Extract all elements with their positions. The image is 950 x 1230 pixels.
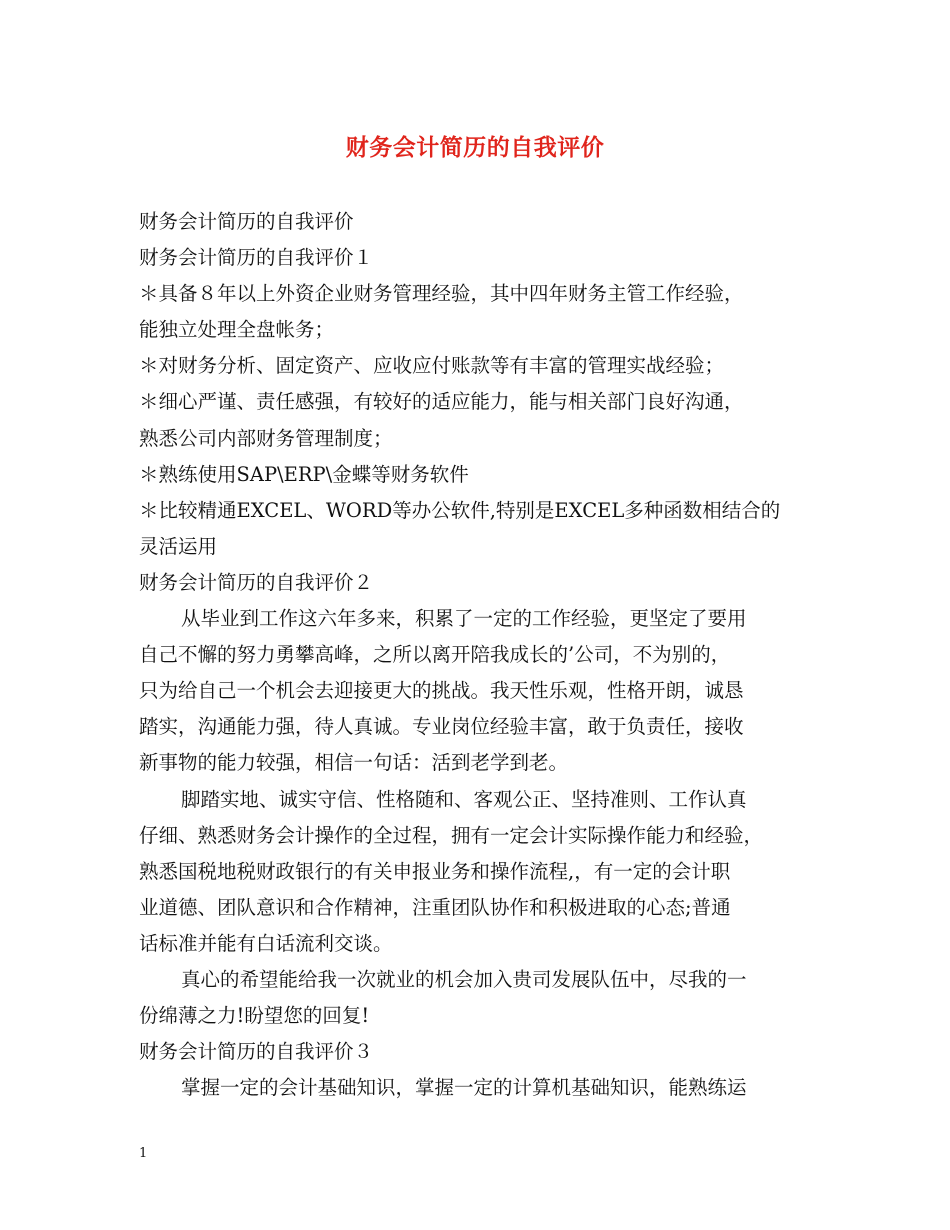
text-line: 仔细、熟悉财务会计操作的全过程，拥有一定会计实际操作能力和经验， (139, 823, 764, 847)
text-line: ＊细心严谨、责任感强，有较好的适应能力，能与相关部门良好沟通， (139, 390, 744, 414)
text-line: ＊具备８年以上外资企业财务管理经验，其中四年财务主管工作经验， (139, 282, 744, 306)
text-line: 自己不懈的努力勇攀高峰，之所以离开陪我成长的’公司，不为别的， (139, 643, 731, 667)
text-line: 掌握一定的会计基础知识，掌握一定的计算机基础知识，能熟练运 (181, 1076, 747, 1100)
text-line: 财务会计简历的自我评价１ (139, 246, 374, 270)
text-line: ＊熟练使用SAP\ERP\金蝶等财务软件 (139, 462, 469, 486)
text-line: 能独立处理全盘帐务； (139, 318, 335, 342)
text-line: ＊比较精通EXCEL、WORD等办公软件,特别是EXCEL多种函数相结合的 (139, 498, 781, 522)
text-line: 真心的希望能给我一次就业的机会加入贵司发展队伍中，尽我的一 (181, 967, 747, 991)
text-line: 份绵薄之力!盼望您的回复! (139, 1004, 370, 1028)
text-line: 灵活运用 (139, 534, 218, 558)
text-line: 从毕业到工作这六年多来，积累了一定的工作经验，更坚定了要用 (181, 607, 747, 631)
text-line: 业道德、团队意识和合作精神，注重团队协作和积极进取的心态;普通 (139, 895, 731, 919)
text-line: 踏实，沟通能力强，待人真诚。专业岗位经验丰富，敢于负责任，接收 (139, 715, 744, 739)
text-line: 熟悉公司内部财务管理制度； (139, 426, 393, 450)
text-line: 财务会计简历的自我评价 (139, 210, 354, 233)
document-body (139, 204, 815, 1106)
text-line: 话标准并能有白话流利交谈。 (139, 931, 393, 955)
text-line: 脚踏实地、诚实守信、性格随和、客观公正、坚持准则、工作认真 (181, 787, 747, 811)
document-title: 财务会计简历的自我评价 (345, 134, 605, 161)
text-line: 财务会计简历的自我评价２ (139, 570, 374, 594)
page-number: 1 (139, 1146, 148, 1161)
text-line: 新事物的能力较强，相信一句话：活到老学到老。 (139, 751, 569, 775)
text-line: 熟悉国税地税财政银行的有关申报业务和操作流程,，有一定的会计职 (139, 859, 731, 883)
text-line: 财务会计简历的自我评价３ (139, 1040, 374, 1064)
text-line: 只为给自己一个机会去迎接更大的挑战。我天性乐观，性格开朗，诚恳 (139, 679, 744, 703)
text-line: ＊对财务分析、固定资产、应收应付账款等有丰富的管理实战经验； (139, 354, 725, 378)
